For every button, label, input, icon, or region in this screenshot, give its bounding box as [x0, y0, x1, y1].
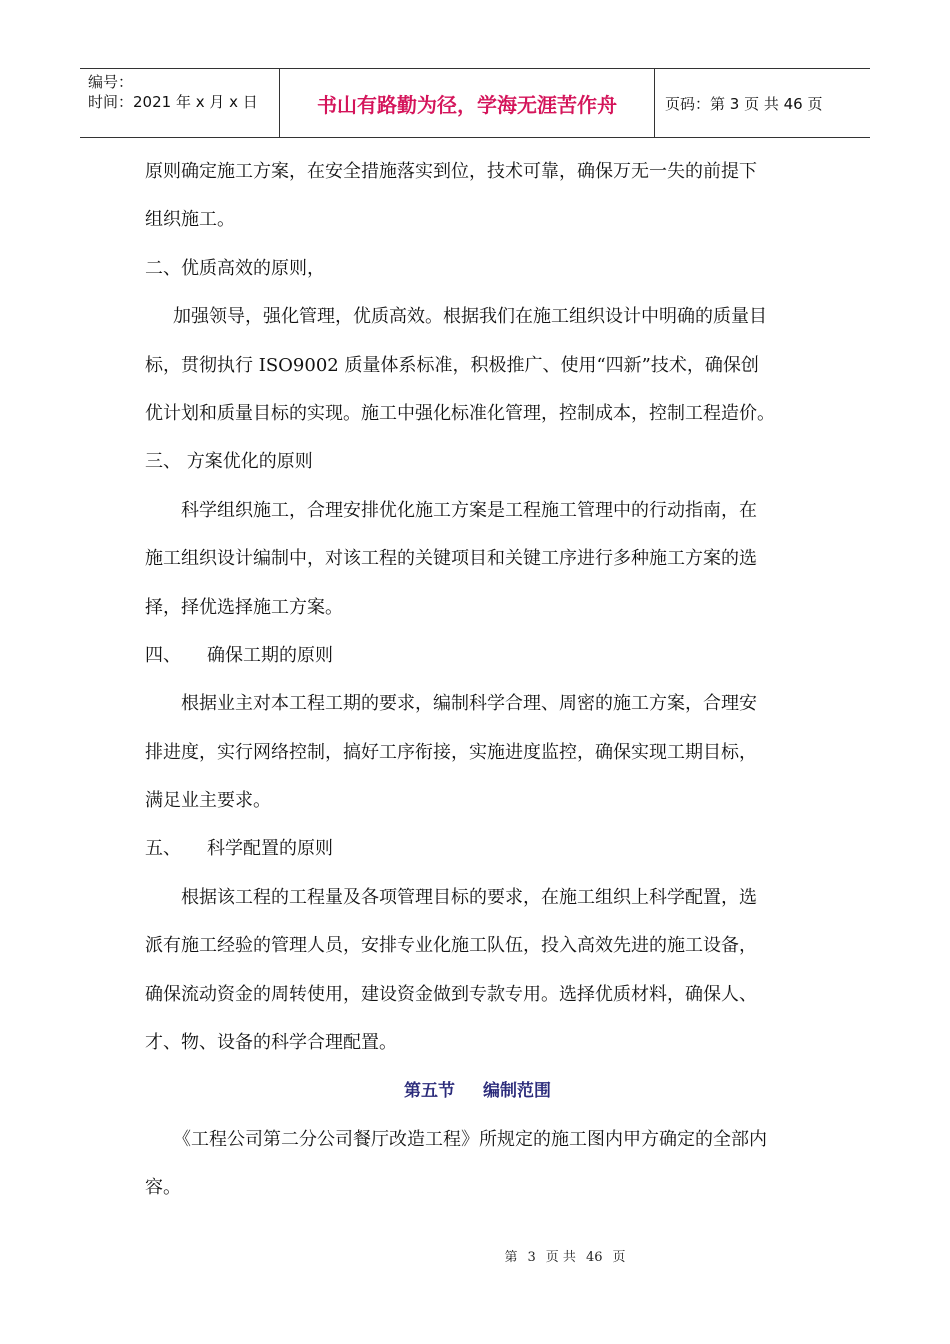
- paragraph-line: 《工程公司第二分公司餐厅改造工程》所规定的施工图内甲方确定的全部内: [173, 1128, 767, 1150]
- footer-page: 3: [527, 1250, 536, 1265]
- paragraph-line: 根据业主对本工程工期的要求，编制科学合理、周密的施工方案，合理安: [181, 693, 757, 715]
- heading-text: 确保工期的原则: [207, 644, 333, 666]
- paragraph-line: 组织施工。: [145, 209, 235, 231]
- paragraph-line: 派有施工经验的管理人员，安排专业化施工队伍，投入高效先进的施工设备，: [145, 935, 757, 957]
- paragraph-line: 科学组织施工，合理安排优化施工方案是工程施工管理中的行动指南，在: [181, 499, 757, 521]
- section-number: 第五节: [404, 1081, 455, 1102]
- footer-total: 46: [585, 1250, 603, 1265]
- paragraph-line: 施工组织设计编制中，对该工程的关键项目和关键工序进行多种施工方案的选: [145, 548, 757, 570]
- principle-heading-4: [145, 632, 810, 680]
- footer-mid: 页 共: [545, 1250, 576, 1265]
- principle-heading-3: 三、 方案优化的原则: [145, 451, 313, 473]
- heading-text: 科学配置的原则: [207, 838, 333, 860]
- footer-prefix: 第: [504, 1250, 518, 1265]
- heading-number: 五、: [145, 838, 181, 860]
- page-header: [80, 68, 870, 138]
- document-number-label: 编号：: [88, 73, 134, 91]
- paragraph-line: 满足业主要求。: [145, 790, 271, 812]
- principle-heading-2: 二、优质高效的原则，: [145, 257, 325, 279]
- paragraph-line: 原则确定施工方案，在安全措施落实到位，技术可靠，确保万无一失的前提下: [145, 161, 757, 182]
- paragraph-line: 才、物、设备的科学合理配置。: [145, 1032, 397, 1054]
- header-meta: [80, 69, 280, 137]
- paragraph-line: 根据该工程的工程量及各项管理目标的要求，在施工组织上科学配置，选: [181, 886, 757, 908]
- principle-heading-5: [145, 825, 810, 873]
- paragraph-line: 加强领导，强化管理，优质高效。根据我们在施工组织设计中明确的质量目: [173, 306, 767, 328]
- paragraph-line: 排进度，实行网络控制，搞好工序衔接，实施进度监控，确保实现工期目标，: [145, 741, 757, 763]
- header-motto: 书山有路勤为径，学海无涯苦作舟: [280, 69, 655, 137]
- header-page-number: 页码：第 3 页 共 46 页: [665, 94, 823, 113]
- paragraph-line: 择，择优选择施工方案。: [145, 596, 343, 618]
- paragraph-line: 容。: [145, 1177, 181, 1199]
- footer-suffix: 页: [612, 1250, 626, 1265]
- heading-number: 四、: [145, 644, 181, 666]
- page-footer: [0, 1246, 950, 1265]
- document-body: [145, 148, 810, 1213]
- paragraph-line: 标，贯彻执行 ISO9002 质量体系标准，积极推广、使用“四新”技术，确保创: [145, 354, 759, 376]
- paragraph-line: 确保流动资金的周转使用，建设资金做到专款专用。选择优质材料，确保人、: [145, 983, 757, 1005]
- document-date: 时间：2021 年 x 月 x 日: [88, 93, 258, 111]
- paragraph-line: 优计划和质量目标的实现。施工中强化标准化管理，控制成本，控制工程造价。: [145, 402, 775, 424]
- section-title: 编制范围: [483, 1081, 551, 1102]
- section-heading: [145, 1067, 810, 1115]
